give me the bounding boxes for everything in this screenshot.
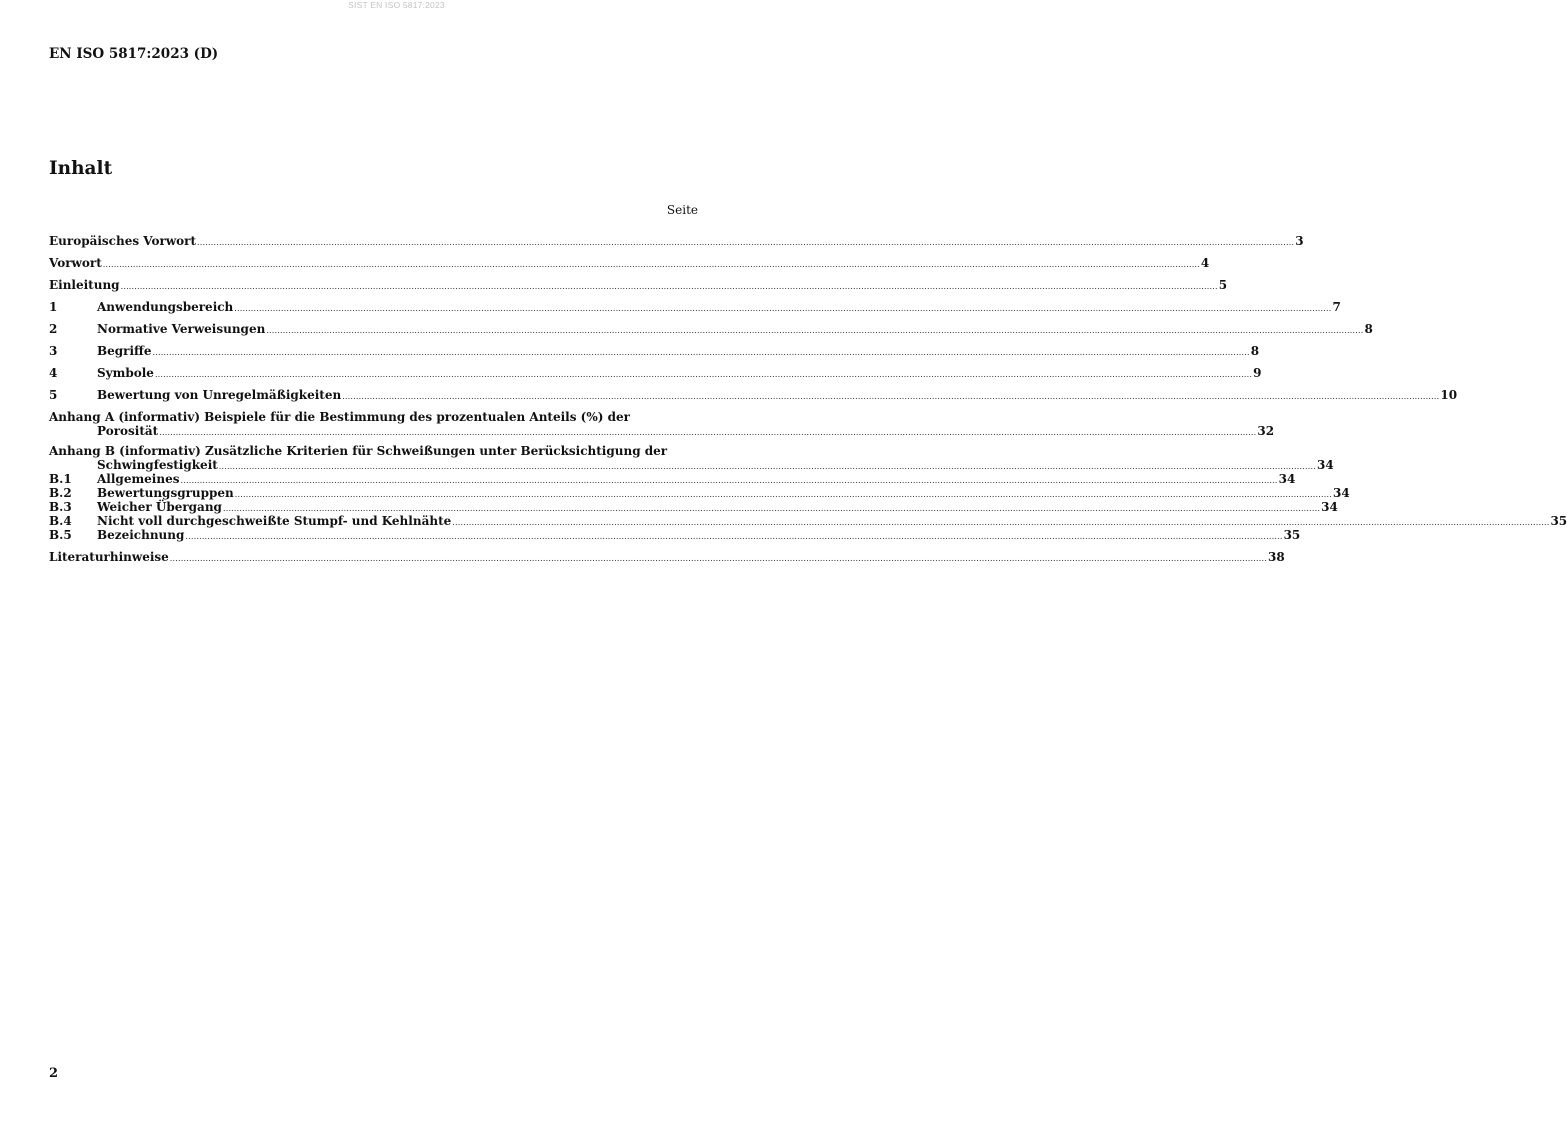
toc-entry-title: Normative Verweisungen: [97, 322, 266, 336]
toc-entry-number: 2: [49, 322, 58, 336]
toc-leader-dots: ................................................................................................................................................................................................................................................................................................................................................................................................................: [234, 304, 1332, 313]
toc-entry-number: B.4: [49, 514, 72, 528]
toc-leader-dots: ................................................................................................................................................................................................................................................................................................................................................................................................................: [234, 490, 1332, 499]
toc-entry-title: Begriffe: [97, 344, 152, 358]
page-number: 2: [49, 1066, 59, 1081]
toc-entry-title: Allgemeines: [97, 472, 180, 486]
toc-entry-section-3[interactable]: [49, 344, 1260, 358]
toc-entry-page: 35: [1283, 528, 1301, 542]
toc-entry-title: Anhang B (informativ) Zusätzliche Kriterien für Schweißungen unter Berücksichtigung der: [49, 444, 668, 458]
toc-entry-annex-a[interactable]: [49, 410, 1275, 438]
toc-leader-dots: ................................................................................................................................................................................................................................................................................................................................................................................................................: [169, 554, 1267, 563]
toc-leader-dots: ................................................................................................................................................................................................................................................................................................................................................................................................................: [342, 392, 1440, 401]
toc-entry-number: 5: [49, 388, 58, 402]
toc-leader-dots: ................................................................................................................................................................................................................................................................................................................................................................................................................: [452, 518, 1550, 527]
toc-entry-title-continued: Porosität: [97, 424, 159, 438]
watermark: SIST EN ISO 5817:2023: [348, 0, 445, 10]
toc-entry-b5[interactable]: [49, 528, 1301, 542]
toc-entry-page: 34: [1278, 472, 1296, 486]
toc-entry-section-5[interactable]: [49, 388, 1458, 402]
toc-entry-title: Nicht voll durchgeschweißte Stumpf- und Kehlnähte: [97, 514, 452, 528]
toc-entry-page: 9: [1253, 366, 1262, 380]
toc-entry-einleitung[interactable]: [49, 278, 1228, 292]
toc-entry-title: Weicher Übergang: [97, 500, 222, 514]
toc-leader-dots: ................................................................................................................................................................................................................................................................................................................................................................................................................: [218, 462, 1316, 471]
toc-entry-title: Bewertung von Unregelmäßigkeiten: [97, 388, 342, 402]
toc-entry-page: 8: [1364, 322, 1373, 336]
toc-entry-number: B.5: [49, 528, 72, 542]
toc-entry-section-4[interactable]: [49, 366, 1262, 380]
toc-leader-dots: ................................................................................................................................................................................................................................................................................................................................................................................................................: [180, 476, 1278, 485]
toc-entry-title: Europäisches Vorwort: [49, 234, 197, 248]
toc-entry-number: B.2: [49, 486, 72, 500]
toc-entry-number: 1: [49, 300, 58, 314]
toc-entry-b3[interactable]: [49, 500, 1338, 514]
toc-entry-annex-b[interactable]: [49, 444, 1334, 472]
toc-leader-dots: ................................................................................................................................................................................................................................................................................................................................................................................................................: [197, 238, 1295, 247]
toc-entry-number: 3: [49, 344, 58, 358]
page-column-label: Seite: [666, 203, 698, 217]
toc-entry-title: Literaturhinweise: [49, 550, 169, 564]
toc-entry-number: B.3: [49, 500, 72, 514]
toc-entry-b2[interactable]: [49, 486, 1350, 500]
toc-entry-title: Bewertungsgruppen: [97, 486, 234, 500]
toc-entry-title: Bezeichnung: [97, 528, 185, 542]
toc-leader-dots: ................................................................................................................................................................................................................................................................................................................................................................................................................: [120, 282, 1218, 291]
toc-entry-number: 4: [49, 366, 58, 380]
toc-entry-b1[interactable]: [49, 472, 1296, 486]
toc-entry-b4[interactable]: [49, 514, 1567, 528]
toc-entry-page: 34: [1332, 486, 1350, 500]
toc-entry-page: 7: [1332, 300, 1341, 314]
toc-entry-section-2[interactable]: [49, 322, 1373, 336]
toc-entry-title: Symbole: [97, 366, 154, 380]
toc-leader-dots: ................................................................................................................................................................................................................................................................................................................................................................................................................: [154, 370, 1253, 379]
toc-entry-title: Anwendungsbereich: [97, 300, 234, 314]
toc-entry-title: Einleitung: [49, 278, 120, 292]
toc-leader-dots: ................................................................................................................................................................................................................................................................................................................................................................................................................: [152, 348, 1250, 357]
toc-entry-vorwort[interactable]: [49, 256, 1210, 270]
toc-entry-page: 32: [1257, 424, 1275, 438]
toc-leader-dots: ................................................................................................................................................................................................................................................................................................................................................................................................................: [222, 504, 1321, 513]
toc-entry-page: 4: [1200, 256, 1210, 270]
toc-entry-page: 5: [1218, 278, 1228, 292]
toc-entry-title: Anhang A (informativ) Beispiele für die Bestimmung des prozentualen Anteils (%) der: [49, 410, 630, 424]
toc-entry-page: 35: [1550, 514, 1567, 528]
table-of-contents: [49, 230, 1567, 564]
toc-entry-page: 8: [1250, 344, 1260, 358]
toc-entry-title: Vorwort: [49, 256, 102, 270]
toc-entry-page: 10: [1440, 388, 1458, 402]
toc-heading: Inhalt: [49, 158, 113, 179]
toc-entry-section-1[interactable]: [49, 300, 1341, 314]
toc-entry-europaeisches-vorwort[interactable]: [49, 234, 1304, 248]
toc-entry-page: 34: [1321, 500, 1338, 514]
toc-entry-page: 38: [1267, 550, 1285, 564]
toc-leader-dots: ................................................................................................................................................................................................................................................................................................................................................................................................................: [102, 260, 1200, 269]
toc-entry-page: 34: [1316, 458, 1334, 472]
toc-entry-literaturhinweise[interactable]: [49, 550, 1285, 564]
toc-leader-dots: ................................................................................................................................................................................................................................................................................................................................................................................................................: [159, 428, 1257, 437]
toc-entry-number: B.1: [49, 472, 72, 486]
toc-leader-dots: ................................................................................................................................................................................................................................................................................................................................................................................................................: [185, 532, 1283, 541]
toc-entry-title-continued: Schwingfestigkeit: [97, 458, 218, 472]
document-id-header: EN ISO 5817:2023 (D): [49, 46, 219, 62]
toc-leader-dots: ................................................................................................................................................................................................................................................................................................................................................................................................................: [266, 326, 1364, 335]
toc-entry-page: 3: [1295, 234, 1304, 248]
